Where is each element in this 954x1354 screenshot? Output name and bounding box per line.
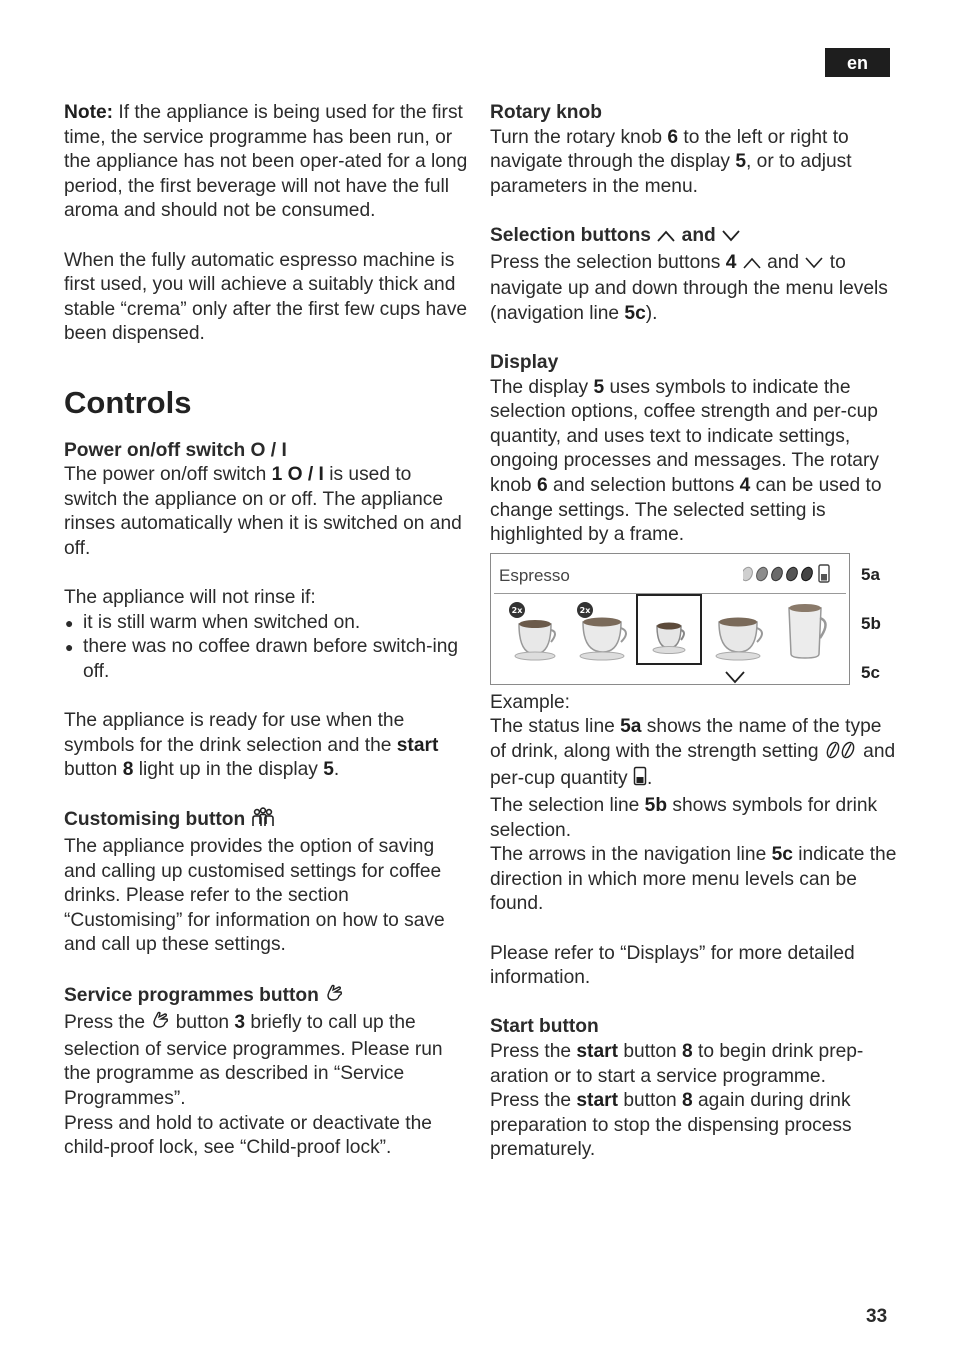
mug-icon [775, 598, 837, 666]
list-item: ● there was no coffee drawn before switch-ing off. [64, 635, 469, 684]
service-text: Press the button 3 briefly to call up the selection of service programmes. Please run the programme as described in “Service Programmes”. [64, 1012, 443, 1109]
ready-paragraph: The appliance is ready for use when the symbols for the drink selection and the start button 8 light up in the display 5. [64, 710, 439, 781]
navigation-chevron-down-icon [724, 667, 746, 692]
double-espresso-cup-icon [503, 598, 565, 666]
note-text: If the appliance is being used for the first time, the service programme has been run, or the appliance has not been oper-ated for a long period, the first beverage will not have the full aroma and should not be consumed. [64, 102, 468, 222]
selection-buttons-title: Selection buttons and [490, 224, 900, 251]
right-column [490, 101, 900, 1163]
refer-text: Please refer to “Displays” for more detailed information. [490, 942, 855, 989]
chevron-down-icon [721, 226, 741, 251]
rinse-list [64, 611, 469, 685]
language-badge: en [825, 48, 890, 77]
selection-buttons-text: Press the selection buttons 4 and to navigate up and down through the menu levels (navigation line 5c). [490, 251, 888, 324]
example-status-text: The status line 5a shows the name of the type of drink, along with the strength setting and per-cup quantity . [490, 715, 900, 794]
label-5b: 5b [861, 613, 881, 633]
note-paragraph [64, 101, 469, 224]
left-column [64, 101, 469, 1161]
badge-2x: 2x [511, 605, 523, 615]
customising-text: The appliance provides the option of saving and calling up customised settings for coffee drinks. Please refer to the section “Customising” for information on how to save and call up these settings. [64, 836, 445, 956]
customising-title: Customising button [64, 807, 469, 835]
cup-quantity-icon [633, 766, 647, 794]
selection-frame [636, 594, 702, 665]
controls-heading: Controls [64, 384, 192, 420]
chevron-up-icon [656, 226, 676, 251]
example-label: Example: [490, 691, 570, 713]
power-switch-text: The power on/off switch 1 O / I is used to switch the appliance on or off. The appliance rinses automatically when it is switched on and off. [64, 464, 462, 559]
rotary-knob-title: Rotary knob [490, 102, 602, 123]
display-illustration [490, 553, 881, 685]
power-switch-title: Power on/off switch O / I [64, 439, 287, 461]
start-button-text: Press the start button 8 to begin drink prep-aration or to start a service programme. [490, 1041, 864, 1087]
badge-2x: 2x [579, 605, 591, 615]
crema-paragraph: When the fully automatic espresso machine is first used, you will achieve a suitably thick and stable “crema” only after the first few cups have been dispensed. [64, 249, 468, 345]
users-icon [251, 807, 275, 835]
service-hold-text: Press and hold to activate or deactivate the child-proof lock, see “Child-proof lock”. [64, 1112, 432, 1159]
start-button-title: Start button [490, 1016, 599, 1038]
service-hand-icon [324, 983, 344, 1011]
service-hand-icon [150, 1010, 170, 1038]
start-button-stop-text: Press the start button 8 again during drink preparation to stop the dispensing process prematurely. [490, 1090, 852, 1161]
display-text: The display 5 uses symbols to indicate the selection options, coffee strength and per-cup quantity, and uses text to indicate settings, ongoing processes and messages. The rotary knob 6 and selection buttons 4 can be used to change settings. The selected setting is highlighted by a frame. [490, 376, 882, 546]
example-navigation-text: The arrows in the navigation line 5c indicate the direction in which more menu levels can be found. [490, 844, 897, 915]
service-title: Service programmes button [64, 983, 469, 1011]
strength-indicator-icon [743, 563, 839, 593]
label-5a: 5a [861, 564, 880, 584]
chevron-up-icon [742, 253, 762, 278]
note-label: Note: [64, 102, 114, 123]
display-title: Display [490, 351, 559, 373]
rinse-intro: The appliance will not rinse if: [64, 587, 316, 609]
coffee-beans-icon [824, 741, 858, 767]
page-number: 33 [866, 1306, 888, 1327]
display-status-text: Espresso [499, 565, 570, 585]
label-5c: 5c [861, 662, 880, 682]
chevron-down-icon [804, 253, 824, 278]
rotary-knob-text: Turn the rotary knob 6 to the left or right to navigate through the display 5, or to adjust parameters in the menu. [490, 126, 852, 197]
list-item: ● it is still warm when switched on. [64, 611, 469, 636]
coffee-cup-icon [707, 598, 769, 666]
double-coffee-cup-icon [571, 598, 633, 666]
example-selection-text: The selection line 5b shows symbols for drink selection. [490, 795, 878, 841]
